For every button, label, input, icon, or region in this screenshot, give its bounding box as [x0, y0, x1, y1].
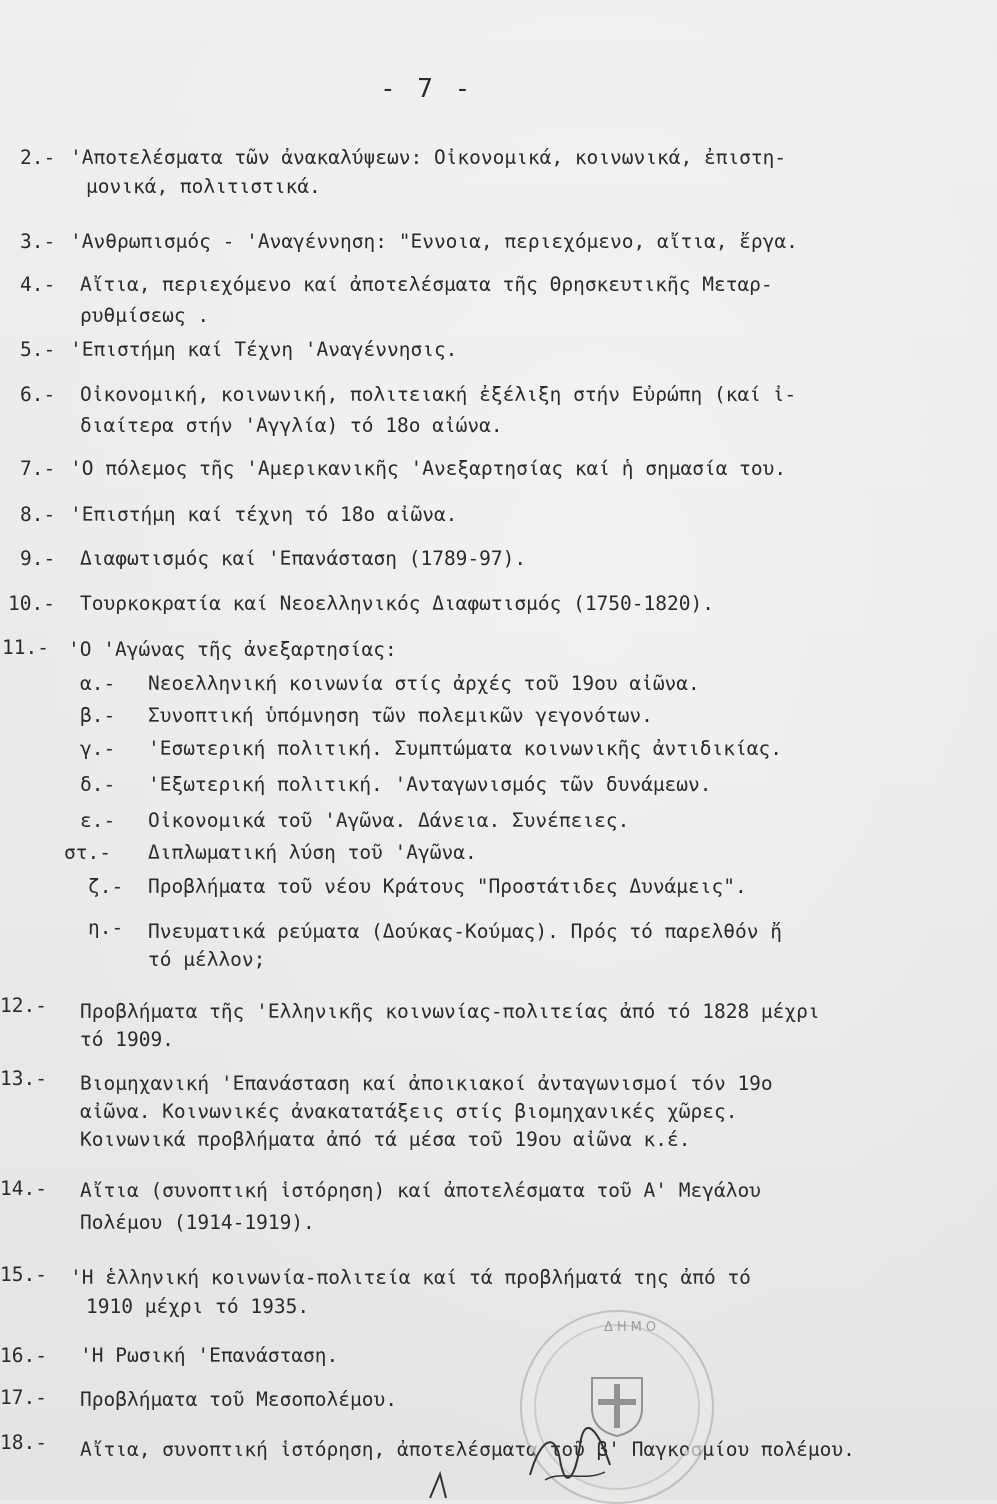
- item-number: 5.-: [20, 338, 56, 361]
- subitem-label: α.-: [80, 672, 116, 695]
- subitem-text: τό μέλλον;: [148, 948, 266, 971]
- item-text: Τουρκοκρατία καί Νεοελληνικός Διαφωτισμός (1750-1820).: [80, 592, 714, 615]
- item-number: 4.-: [20, 273, 56, 296]
- subitem-label: γ.-: [80, 737, 116, 760]
- stamp-text: ΔΗΜΟ: [604, 1320, 661, 1335]
- item-number: 18.-: [0, 1431, 47, 1454]
- subitem-text: Πνευματικά ρεύματα (Δούκας-Κούμας). Πρός τό παρελθόν ἤ: [148, 920, 782, 943]
- item-text: Προβλήματα τῆς 'Ελληνικῆς κοινωνίας-πολιτείας ἀπό τό 1828 μέχρι: [80, 1000, 820, 1023]
- item-text: ρυθμίσεως .: [80, 304, 210, 327]
- item-text: 'Επιστήμη καί Τέχνη 'Αναγέννησις.: [70, 338, 458, 361]
- item-text: Αἴτια, συνοπτική ἱστόρηση, ἀποτελέσματα τοῦ β' Παγκοσμίου πολέμου.: [80, 1438, 855, 1461]
- item-text: Αἴτια, περιεχόμενο καί ἀποτελέσματα τῆς Θρησκευτικῆς Μεταρ-: [80, 273, 773, 296]
- item-text: 'Ο πόλεμος τῆς 'Αμερικανικῆς 'Ανεξαρτησίας καί ἡ σημασία του.: [70, 457, 787, 480]
- subitem-text: 'Εσωτερική πολιτική. Συμπτώματα κοινωνικῆς ἀντιδικίας.: [148, 737, 782, 760]
- item-text: μονικά, πολιτιστικά.: [86, 175, 321, 198]
- item-number: 9.-: [20, 547, 56, 570]
- item-text: 'Αποτελέσματα τῶν ἀνακαλύψεων: Οἰκονομικά, κοινωνικά, ἐπιστη-: [70, 146, 787, 169]
- item-number: 15.-: [0, 1263, 47, 1286]
- item-number: 17.-: [0, 1386, 47, 1409]
- subitem-text: 'Εξωτερική πολιτική. 'Ανταγωνισμός τῶν δυνάμεων.: [148, 773, 712, 796]
- item-number: 16.-: [0, 1344, 47, 1367]
- subitem-text: Διπλωματική λύση τοῦ 'Αγῶνα.: [148, 841, 477, 864]
- item-text: τό 1909.: [80, 1028, 174, 1051]
- subitem-label: η.-: [88, 916, 124, 939]
- item-text: 'Ο 'Αγώνας τῆς ἀνεξαρτησίας:: [68, 638, 397, 661]
- item-number: 2.-: [20, 146, 56, 169]
- item-text: Κοινωνικά προβλήματα ἀπό τά μέσα τοῦ 19ου αἰῶνα κ.έ.: [80, 1128, 691, 1151]
- item-text: 'Επιστήμη καί τέχνη τό 18ο αἰῶνα.: [70, 503, 458, 526]
- item-number: 13.-: [0, 1067, 47, 1090]
- item-text: διαίτερα στήν 'Αγγλία) τό 18ο αἰώνα.: [80, 414, 503, 437]
- item-text: 1910 μέχρι τό 1935.: [86, 1295, 310, 1318]
- item-number: 6.-: [20, 383, 56, 406]
- item-text: Αἴτια (συνοπτική ἱστόρηση) καί ἀποτελέσματα τοῦ Α' Μεγάλου: [80, 1179, 761, 1202]
- subitem-label: δ.-: [80, 773, 116, 796]
- item-text: Πολέμου (1914-1919).: [80, 1211, 315, 1234]
- subitem-text: Νεοελληνική κοινωνία στίς ἀρχές τοῦ 19ου αἰῶνα.: [148, 672, 700, 695]
- item-text: 'Η ἑλληνική κοινωνία-πολιτεία καί τά προβλήματά της ἀπό τό: [70, 1266, 751, 1289]
- subitem-text: Συνοπτική ὑπόμνηση τῶν πολεμικῶν γεγονότων.: [148, 704, 653, 727]
- item-text: 'Ανθρωπισμός - 'Αναγέννηση: "Εννοια, περιεχόμενο, αἴτια, ἔργα.: [70, 230, 798, 253]
- item-text: Οἰκονομική, κοινωνική, πολιτειακή ἐξέλιξη στήν Εὐρώπη (καί ἰ-: [80, 383, 797, 406]
- item-number: 3.-: [20, 230, 56, 253]
- item-text: Προβλήματα τοῦ Μεσοπολέμου.: [80, 1388, 397, 1411]
- item-number: 11.-: [2, 636, 49, 659]
- item-text: Βιομηχανική 'Επανάσταση καί ἀποικιακοί ἀνταγωνισμοί τόν 19ο: [80, 1072, 773, 1095]
- subitem-label: β.-: [80, 704, 116, 727]
- item-number: 8.-: [20, 503, 56, 526]
- subitem-text: Προβλήματα τοῦ νέου Κράτους "Προστάτιδες Δυνάμεις".: [148, 875, 747, 898]
- item-text: Διαφωτισμός καί 'Επανάσταση (1789-97).: [80, 547, 527, 570]
- item-number: 14.-: [0, 1177, 47, 1200]
- subitem-label: ε.-: [80, 809, 116, 832]
- signature-mark-icon: [400, 1470, 480, 1500]
- subitem-text: Οἰκονομικά τοῦ 'Αγῶνα. Δάνεια. Συνέπειες.: [148, 809, 630, 832]
- item-number: 7.-: [20, 457, 56, 480]
- signature-icon: [525, 1420, 615, 1490]
- page-number: - 7 -: [380, 74, 474, 104]
- item-text: 'Η Ρωσική 'Επανάσταση.: [80, 1344, 339, 1367]
- subitem-label: στ.-: [64, 841, 111, 864]
- item-number: 10.-: [8, 592, 55, 615]
- item-number: 12.-: [0, 994, 47, 1017]
- item-text: αἰῶνα. Κοινωνικές ἀνακατατάξεις στίς βιομηχανικές χῶρες.: [80, 1100, 738, 1123]
- subitem-label: ζ.-: [88, 875, 124, 898]
